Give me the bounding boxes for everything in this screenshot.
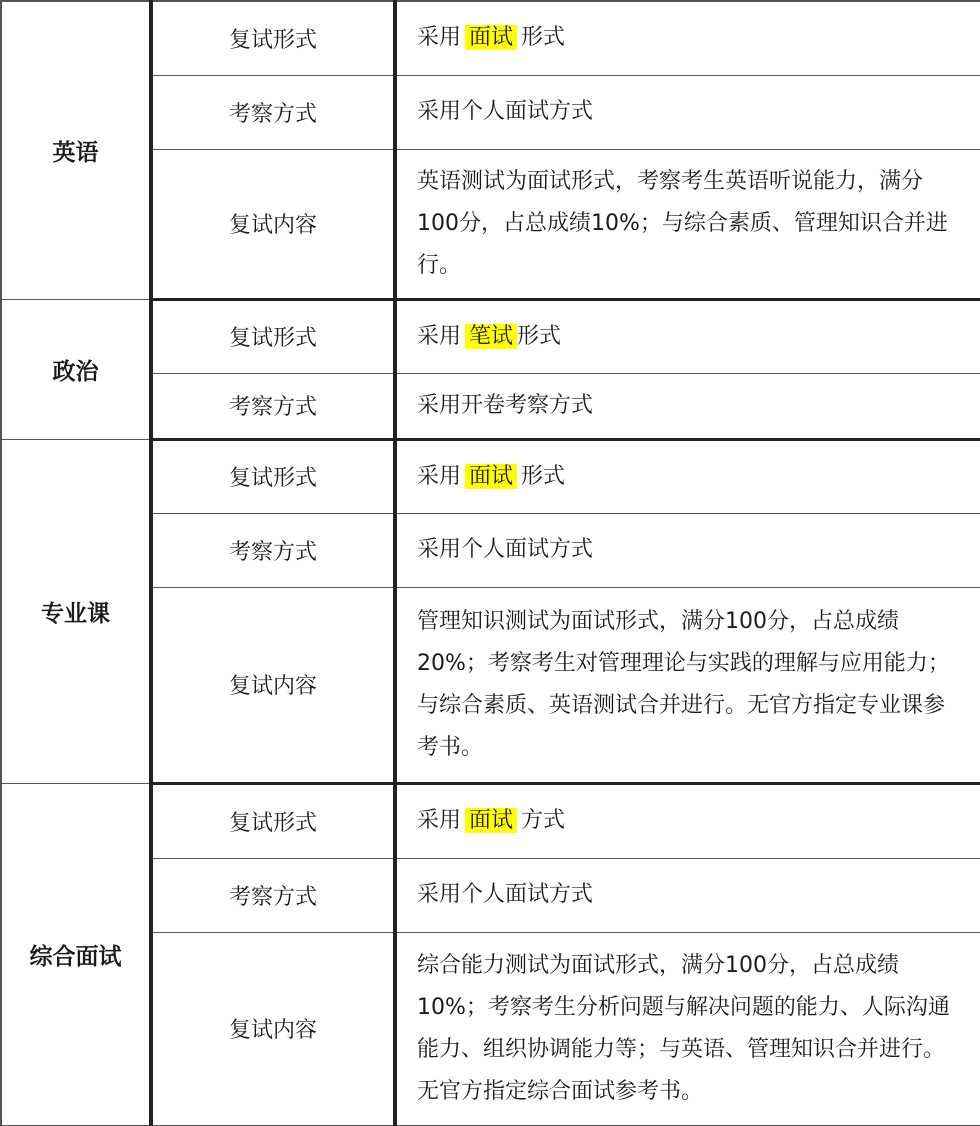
form-prefix: 采用 [417,808,462,833]
comprehensive-form-row [1,783,980,858]
label-content: 复试内容 [151,932,395,1125]
value-form [395,439,980,513]
value-form [395,783,980,858]
form-suffix: 形式 [517,323,562,349]
label-form: 复试形式 [151,439,395,513]
value-form [395,1,980,75]
label-form: 复试形式 [151,299,395,373]
politics-form-row [1,299,980,373]
value-form [395,299,980,373]
highlight-mark: 面试 [465,808,517,833]
value-method: 采用开卷考察方式 [395,373,980,439]
form-suffix: 方式 [521,808,566,833]
form-prefix: 采用 [417,25,462,51]
highlight-mark: 笔试 [465,324,517,349]
label-method: 考察方式 [151,513,395,587]
form-prefix: 采用 [417,323,462,349]
label-form: 复试形式 [151,1,395,75]
form-suffix: 形式 [521,463,566,489]
label-form: 复试形式 [151,783,395,858]
subject-major: 专业课 [1,439,151,783]
major-form-row [1,439,980,513]
subject-english: 英语 [1,1,151,299]
value-method: 采用个人面试方式 [395,858,980,932]
english-form-row [1,1,980,75]
value-method: 采用个人面试方式 [395,513,980,587]
form-suffix: 形式 [521,25,566,51]
highlight-mark: 面试 [465,25,517,50]
label-method: 考察方式 [151,373,395,439]
subject-politics: 政治 [1,299,151,439]
label-method: 考察方式 [151,858,395,932]
label-method: 考察方式 [151,75,395,149]
label-content: 复试内容 [151,149,395,299]
value-method: 采用个人面试方式 [395,75,980,149]
value-content: 管理知识测试为面试形式，满分100分，占总成绩20%；考察考生对管理理论与实践的理解与应用能力；与综合素质、英语测试合并进行。无官方指定专业课参考书。 [395,587,980,783]
value-content: 英语测试为面试形式，考察考生英语听说能力，满分100分，占总成绩10%；与综合素质、管理知识合并进行。 [395,149,980,299]
label-content: 复试内容 [151,587,395,783]
subject-comprehensive: 综合面试 [1,783,151,1125]
form-prefix: 采用 [417,463,462,489]
value-content: 综合能力测试为面试形式，满分100分，占总成绩10%；考察考生分析问题与解决问题的能力、人际沟通能力、组织协调能力等；与英语、管理知识合并进行。无官方指定综合面试参考书。 [395,932,980,1125]
highlight-mark: 面试 [465,464,517,489]
